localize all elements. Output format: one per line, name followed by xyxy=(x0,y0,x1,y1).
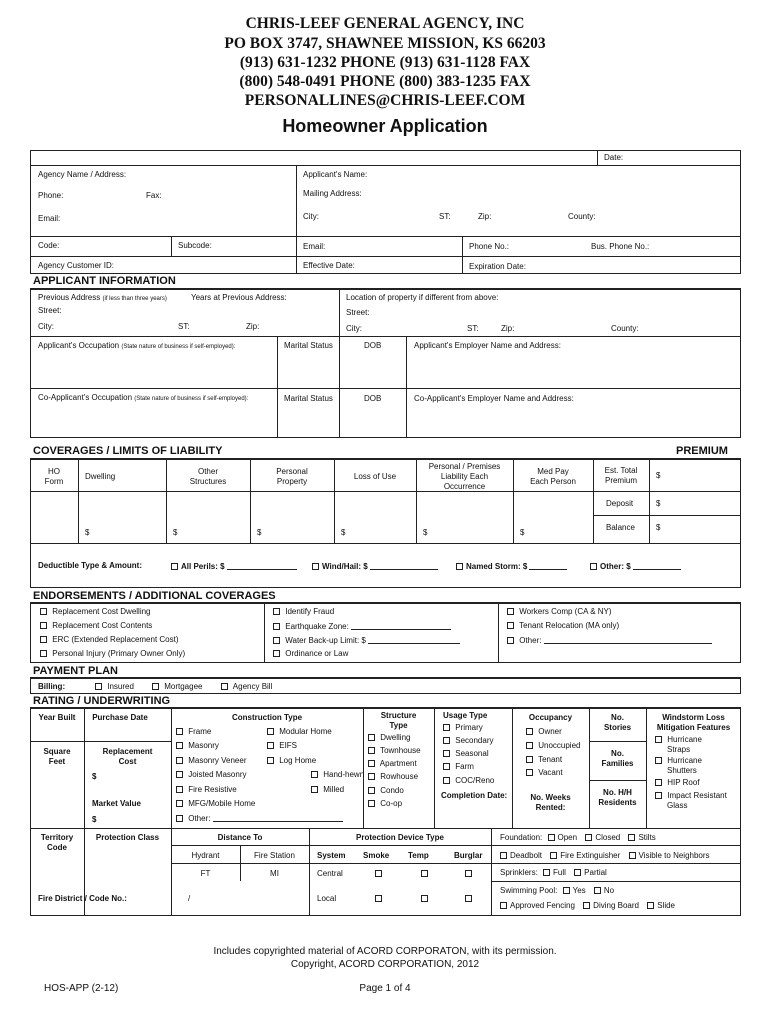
eifs-checkbox[interactable] xyxy=(267,742,274,749)
other-structures-label: Other Structures xyxy=(189,467,227,486)
townhouse-checkbox[interactable] xyxy=(368,747,375,754)
other-endorsement-option[interactable]: Other: xyxy=(507,635,712,646)
est-total-premium-label: Est. Total Premium xyxy=(604,466,638,485)
central-burglar-checkbox[interactable] xyxy=(465,869,475,879)
identify-fraud-checkbox[interactable] xyxy=(273,608,280,615)
previous-address-field[interactable]: Previous Address (if less than three years) xyxy=(38,293,167,302)
page-title: Homeowner Application xyxy=(282,116,488,136)
modular-checkbox[interactable] xyxy=(267,728,274,735)
phone-field[interactable]: Phone: xyxy=(38,191,64,200)
agency-phone-line-2: (800) 548-0491 PHONE (800) 383-1235 FAX xyxy=(239,73,531,90)
billing-insured-checkbox[interactable] xyxy=(95,683,102,690)
frame-checkbox[interactable] xyxy=(176,728,183,735)
coop-option[interactable]: Co-op xyxy=(368,799,402,809)
named-storm-option[interactable]: Named Storm: $ xyxy=(456,561,567,572)
security-row: Deadbolt Fire Extinguisher Visible to Neighbors xyxy=(500,851,710,861)
premium-heading: PREMIUM xyxy=(676,445,728,457)
loss-of-use-label: Loss of Use xyxy=(353,472,397,481)
tenant-checkbox[interactable] xyxy=(526,756,533,763)
construction-type-label: Construction Type xyxy=(231,713,303,722)
dob-field[interactable]: DOB xyxy=(364,341,382,350)
wind-hail-option[interactable]: Wind/Hail: $ xyxy=(312,561,438,572)
med-pay-amount[interactable]: $ xyxy=(520,528,525,537)
location-county-field[interactable]: County: xyxy=(611,324,639,333)
dwelling-structure-option[interactable]: Dwelling xyxy=(368,733,410,743)
phone-no-field[interactable]: Phone No.: xyxy=(469,242,510,251)
dwelling-structure-checkbox[interactable] xyxy=(368,734,375,741)
hurricane-shutters-option[interactable]: Hurricane Shutters xyxy=(655,756,702,776)
unoccupied-option[interactable]: Unoccupied xyxy=(526,741,580,751)
secondary-checkbox[interactable] xyxy=(443,737,450,744)
agency-address: PO BOX 3747, SHAWNEE MISSION, KS 66203 xyxy=(224,35,546,52)
replacement-cost-value[interactable]: $ xyxy=(92,772,97,781)
farm-option[interactable]: Farm xyxy=(443,762,474,772)
liability-amount[interactable]: $ xyxy=(423,528,428,537)
previous-street-field[interactable]: Street: xyxy=(38,306,62,315)
sprinklers-partial-checkbox[interactable] xyxy=(574,869,581,876)
dwelling-label: Dwelling xyxy=(85,472,116,481)
other-construction-option[interactable]: Other: xyxy=(176,813,343,824)
pool-yes-checkbox[interactable] xyxy=(563,887,570,894)
replacement-cost-contents-option[interactable]: Replacement Cost Contents xyxy=(40,621,152,631)
condo-option[interactable]: Condo xyxy=(368,786,404,796)
hydrant-label: Hydrant xyxy=(191,851,220,860)
milled-option[interactable]: Milled xyxy=(311,785,344,795)
year-built-label: Year Built xyxy=(38,713,76,722)
fire-resistive-option[interactable]: Fire Resistive xyxy=(176,785,237,795)
modular-option[interactable]: Modular Home xyxy=(267,727,332,737)
farm-checkbox[interactable] xyxy=(443,763,450,770)
swimming-pool-row: Swimming Pool: Yes No xyxy=(500,886,615,895)
copyright-notice: Includes copyrighted material of ACORD CORPORATON, with its permission. xyxy=(213,946,557,957)
subcode-field[interactable]: Subcode: xyxy=(178,241,212,250)
smoke-label: Smoke xyxy=(363,851,390,860)
fax-field[interactable]: Fax: xyxy=(146,191,162,200)
fire-station-distance-mi[interactable]: MI xyxy=(270,869,279,878)
earthquake-zone-checkbox[interactable] xyxy=(273,623,280,630)
co-occupation-field[interactable]: Co-Applicant's Occupation (State nature of business if self-employed): xyxy=(38,393,249,402)
earthquake-zone-option[interactable]: Earthquake Zone: xyxy=(273,621,451,632)
location-street-field[interactable]: Street: xyxy=(346,308,370,317)
protection-device-label: Protection Device Type xyxy=(356,833,444,842)
hip-roof-checkbox[interactable] xyxy=(655,779,662,786)
square-feet-label: Square Feet xyxy=(43,747,71,766)
agency-name-field[interactable]: Agency Name / Address: xyxy=(38,170,127,179)
pool-features-row: Approved Fencing Diving Board Slide xyxy=(500,901,675,911)
diving-board-checkbox[interactable] xyxy=(583,902,590,909)
occupancy-label: Occupancy xyxy=(528,713,573,722)
log-home-checkbox[interactable] xyxy=(267,757,274,764)
billing-agency-checkbox[interactable] xyxy=(221,683,228,690)
water-backup-checkbox[interactable] xyxy=(273,637,280,644)
water-backup-option[interactable]: Water Back-up Limit: $ xyxy=(273,635,460,646)
co-employer-field[interactable]: Co-Applicant's Employer Name and Address: xyxy=(414,394,574,403)
billing-insured-option[interactable]: Insured xyxy=(95,682,134,692)
applicant-name-field[interactable]: Applicant's Name: xyxy=(303,170,368,179)
deposit-label: Deposit xyxy=(606,499,634,508)
zip-field[interactable]: Zip: xyxy=(478,212,492,221)
milled-checkbox[interactable] xyxy=(311,786,318,793)
primary-option[interactable]: Primary xyxy=(443,723,483,733)
liability-label: Personal / Premises Liability Each Occurrence xyxy=(428,462,501,491)
tenant-relocation-checkbox[interactable] xyxy=(507,622,514,629)
primary-checkbox[interactable] xyxy=(443,724,450,731)
frame-option[interactable]: Frame xyxy=(176,727,211,737)
endorsements-heading: ENDORSEMENTS / ADDITIONAL COVERAGES xyxy=(33,590,276,602)
foundation-stilts-checkbox[interactable] xyxy=(628,834,635,841)
tenant-relocation-option[interactable]: Tenant Relocation (MA only) xyxy=(507,621,619,631)
deductible-label: Deductible Type & Amount: xyxy=(38,561,142,570)
workers-comp-checkbox[interactable] xyxy=(507,608,514,615)
foundation-row: Foundation: Open Closed Stilts xyxy=(500,833,656,842)
mailing-address-field[interactable]: Mailing Address: xyxy=(303,189,362,198)
slide-checkbox[interactable] xyxy=(647,902,654,909)
all-perils-option[interactable]: All Perils: $ xyxy=(171,561,297,572)
all-perils-checkbox[interactable] xyxy=(171,563,178,570)
sprinklers-full-checkbox[interactable] xyxy=(543,869,550,876)
other-construction-checkbox[interactable] xyxy=(176,815,183,822)
protection-class-label[interactable]: Protection Class xyxy=(95,833,160,842)
named-storm-checkbox[interactable] xyxy=(456,563,463,570)
residents-label[interactable]: No. H/H Residents xyxy=(598,788,637,807)
masonry-option[interactable]: Masonry xyxy=(176,741,219,751)
rowhouse-option[interactable]: Rowhouse xyxy=(368,772,418,782)
payment-plan-box xyxy=(30,678,741,694)
central-temp-checkbox[interactable] xyxy=(421,869,431,879)
other-deductible-option[interactable]: Other: $ xyxy=(590,561,681,572)
county-field[interactable]: County: xyxy=(568,212,596,221)
vacant-option[interactable]: Vacant xyxy=(526,768,563,778)
hurricane-shutters-checkbox[interactable] xyxy=(655,757,662,764)
stories-label[interactable]: No. Stories xyxy=(603,713,632,732)
eifs-option[interactable]: EIFS xyxy=(267,741,297,751)
st-field[interactable]: ST: xyxy=(439,212,451,221)
vacant-checkbox[interactable] xyxy=(526,769,533,776)
city-field[interactable]: City: xyxy=(303,212,319,221)
completion-date-label[interactable]: Completion Date: xyxy=(441,791,508,800)
expiration-date-field[interactable]: Expiration Date: xyxy=(469,262,526,271)
est-total-premium-value[interactable]: $ xyxy=(656,471,661,480)
other-deductible-checkbox[interactable] xyxy=(590,563,597,570)
hurricane-straps-checkbox[interactable] xyxy=(655,736,662,743)
code-field[interactable]: Code: xyxy=(38,241,60,250)
location-city-field[interactable]: City: xyxy=(346,324,362,333)
co-dob-field[interactable]: DOB xyxy=(364,394,382,403)
system-label: System xyxy=(317,851,346,860)
joisted-masonry-option[interactable]: Joisted Masonry xyxy=(176,770,246,780)
co-marital-status-field[interactable]: Marital Status xyxy=(284,394,333,403)
previous-zip-field[interactable]: Zip: xyxy=(246,322,260,331)
masonry-veneer-checkbox[interactable] xyxy=(176,757,183,764)
customer-id-field[interactable]: Agency Customer ID: xyxy=(38,261,115,270)
distance-to-label: Distance To xyxy=(217,833,263,842)
pool-no-checkbox[interactable] xyxy=(594,887,601,894)
replacement-cost-contents-checkbox[interactable] xyxy=(40,622,47,629)
dwelling-amount[interactable]: $ xyxy=(85,528,90,537)
usage-type-label: Usage Type xyxy=(443,711,488,720)
fire-resistive-checkbox[interactable] xyxy=(176,786,183,793)
secondary-option[interactable]: Secondary xyxy=(443,736,493,746)
wind-hail-checkbox[interactable] xyxy=(312,563,319,570)
temp-label: Temp xyxy=(408,851,429,860)
previous-city-field[interactable]: City: xyxy=(38,322,54,331)
fire-district-label[interactable]: Fire District / Code No.: xyxy=(38,894,127,903)
erc-option[interactable]: ERC (Extended Replacement Cost) xyxy=(40,635,179,645)
ho-form-label: HO Form xyxy=(44,467,64,486)
coc-reno-checkbox[interactable] xyxy=(443,777,450,784)
seasonal-option[interactable]: Seasonal xyxy=(443,749,489,759)
email-field-2[interactable]: Email: xyxy=(303,242,326,251)
location-field[interactable]: Location of property if different from above: xyxy=(346,293,499,302)
seasonal-checkbox[interactable] xyxy=(443,750,450,757)
personal-injury-option[interactable]: Personal Injury (Primary Owner Only) xyxy=(40,649,185,659)
coop-checkbox[interactable] xyxy=(368,800,375,807)
other-endorsement-checkbox[interactable] xyxy=(507,637,514,644)
applicant-info-heading: APPLICANT INFORMATION xyxy=(33,275,176,287)
rating-heading: RATING / UNDERWRITING xyxy=(33,695,171,707)
form-id: HOS-APP (2-12) xyxy=(44,983,119,994)
mfg-mobile-checkbox[interactable] xyxy=(176,800,183,807)
balance-value[interactable]: $ xyxy=(656,523,661,532)
market-value-label: Market Value xyxy=(92,799,141,808)
market-value-value[interactable]: $ xyxy=(92,815,97,824)
tenant-option[interactable]: Tenant xyxy=(526,755,562,765)
personal-property-amount[interactable]: $ xyxy=(257,528,262,537)
replacement-cost-dwelling-checkbox[interactable] xyxy=(40,608,47,615)
workers-comp-option[interactable]: Workers Comp (CA & NY) xyxy=(507,607,612,617)
agency-phone-line-1: (913) 631-1232 PHONE (913) 631-1128 FAX xyxy=(239,54,531,71)
date-field[interactable]: Date: xyxy=(604,153,624,162)
hip-roof-option[interactable]: HIP Roof xyxy=(655,778,700,788)
agency-name: CHRIS-LEEF GENERAL AGENCY, INC xyxy=(245,15,525,32)
billing-label: Billing: xyxy=(38,682,66,691)
med-pay-label: Med Pay Each Person xyxy=(530,467,576,486)
marital-status-field[interactable]: Marital Status xyxy=(284,341,333,350)
structure-type-label: Structure Type xyxy=(380,711,417,730)
visible-neighbors-checkbox[interactable] xyxy=(629,852,636,859)
central-smoke-checkbox[interactable] xyxy=(375,869,385,879)
territory-code-label[interactable]: Territory Code xyxy=(40,833,74,852)
billing-agency-option[interactable]: Agency Bill xyxy=(221,682,272,692)
ordinance-law-checkbox[interactable] xyxy=(273,650,280,657)
payment-plan-heading: PAYMENT PLAN xyxy=(33,665,118,677)
effective-date-field[interactable]: Effective Date: xyxy=(303,261,355,270)
masonry-checkbox[interactable] xyxy=(176,742,183,749)
personal-injury-checkbox[interactable] xyxy=(40,650,47,657)
windstorm-label: Windstorm Loss Mitigation Features xyxy=(656,713,731,732)
log-home-option[interactable]: Log Home xyxy=(267,756,316,766)
replacement-cost-dwelling-option[interactable]: Replacement Cost Dwelling xyxy=(40,607,151,617)
approved-fencing-checkbox[interactable] xyxy=(500,902,507,909)
years-at-previous-field[interactable]: Years at Previous Address: xyxy=(191,293,287,302)
previous-st-field[interactable]: ST: xyxy=(178,322,190,331)
owner-checkbox[interactable] xyxy=(526,728,533,735)
impact-glass-option[interactable]: Impact Resistant Glass xyxy=(655,791,727,811)
loss-of-use-amount[interactable]: $ xyxy=(341,528,346,537)
impact-glass-checkbox[interactable] xyxy=(655,792,662,799)
hurricane-straps-option[interactable]: Hurricane Straps xyxy=(655,735,702,755)
owner-option[interactable]: Owner xyxy=(526,727,562,737)
agency-email: PERSONALLINES@CHRIS-LEEF.COM xyxy=(244,92,526,109)
local-smoke-checkbox[interactable] xyxy=(375,894,385,904)
copyright-year: Copyright, ACORD CORPORATION, 2012 xyxy=(290,959,480,970)
hand-hewn-option[interactable]: Hand-hewn xyxy=(311,770,364,780)
fire-station-label: Fire Station xyxy=(254,851,295,860)
erc-checkbox[interactable] xyxy=(40,636,47,643)
applicant-info-box xyxy=(30,289,741,438)
apartment-checkbox[interactable] xyxy=(368,760,375,767)
hydrant-distance-ft[interactable]: FT xyxy=(200,869,211,878)
location-st-field[interactable]: ST: xyxy=(467,324,479,333)
other-structures-amount[interactable]: $ xyxy=(173,528,178,537)
local-temp-checkbox[interactable] xyxy=(421,894,431,904)
families-label[interactable]: No. Families xyxy=(601,749,634,768)
fire-extinguisher-checkbox[interactable] xyxy=(550,852,557,859)
replacement-cost-label: Replacement Cost xyxy=(102,747,153,766)
location-zip-field[interactable]: Zip: xyxy=(501,324,515,333)
mfg-mobile-option[interactable]: MFG/Mobile Home xyxy=(176,799,255,809)
central-label: Central xyxy=(317,869,343,878)
masonry-veneer-option[interactable]: Masonry Veneer xyxy=(176,756,247,766)
employer-field[interactable]: Applicant's Employer Name and Address: xyxy=(414,341,561,350)
burglar-label: Burglar xyxy=(454,851,483,860)
townhouse-option[interactable]: Townhouse xyxy=(368,746,421,756)
ordinance-law-option[interactable]: Ordinance or Law xyxy=(273,649,348,659)
foundation-closed-checkbox[interactable] xyxy=(585,834,592,841)
foundation-open-checkbox[interactable] xyxy=(548,834,555,841)
billing-mortgagee-checkbox[interactable] xyxy=(152,683,159,690)
fire-district-separator: / xyxy=(188,894,191,903)
hand-hewn-checkbox[interactable] xyxy=(311,771,318,778)
unoccupied-checkbox[interactable] xyxy=(526,742,533,749)
deposit-value[interactable]: $ xyxy=(656,499,661,508)
sprinklers-row: Sprinklers: Full Partial xyxy=(500,868,607,877)
coverages-heading: COVERAGES / LIMITS OF LIABILITY xyxy=(33,445,223,457)
identify-fraud-option[interactable]: Identify Fraud xyxy=(273,607,334,617)
billing-mortgagee-option[interactable]: Mortgagee xyxy=(152,682,202,692)
occupation-field[interactable]: Applicant's Occupation (State nature of business if self-employed): xyxy=(38,341,236,350)
bus-phone-field[interactable]: Bus. Phone No.: xyxy=(591,242,650,251)
page-number: Page 1 of 4 xyxy=(359,983,411,994)
joisted-masonry-checkbox[interactable] xyxy=(176,771,183,778)
email-field[interactable]: Email: xyxy=(38,214,61,223)
weeks-rented-label[interactable]: No. Weeks Rented: xyxy=(530,793,571,812)
deadbolt-checkbox[interactable] xyxy=(500,852,507,859)
apartment-option[interactable]: Apartment xyxy=(368,759,417,769)
purchase-date-label: Purchase Date xyxy=(92,713,148,722)
personal-property-label: Personal Property xyxy=(276,467,308,486)
local-burglar-checkbox[interactable] xyxy=(465,894,475,904)
local-label: Local xyxy=(317,894,337,903)
coc-reno-option[interactable]: COC/Reno xyxy=(443,776,494,786)
condo-checkbox[interactable] xyxy=(368,787,375,794)
balance-label: Balance xyxy=(606,523,635,532)
rowhouse-checkbox[interactable] xyxy=(368,773,375,780)
